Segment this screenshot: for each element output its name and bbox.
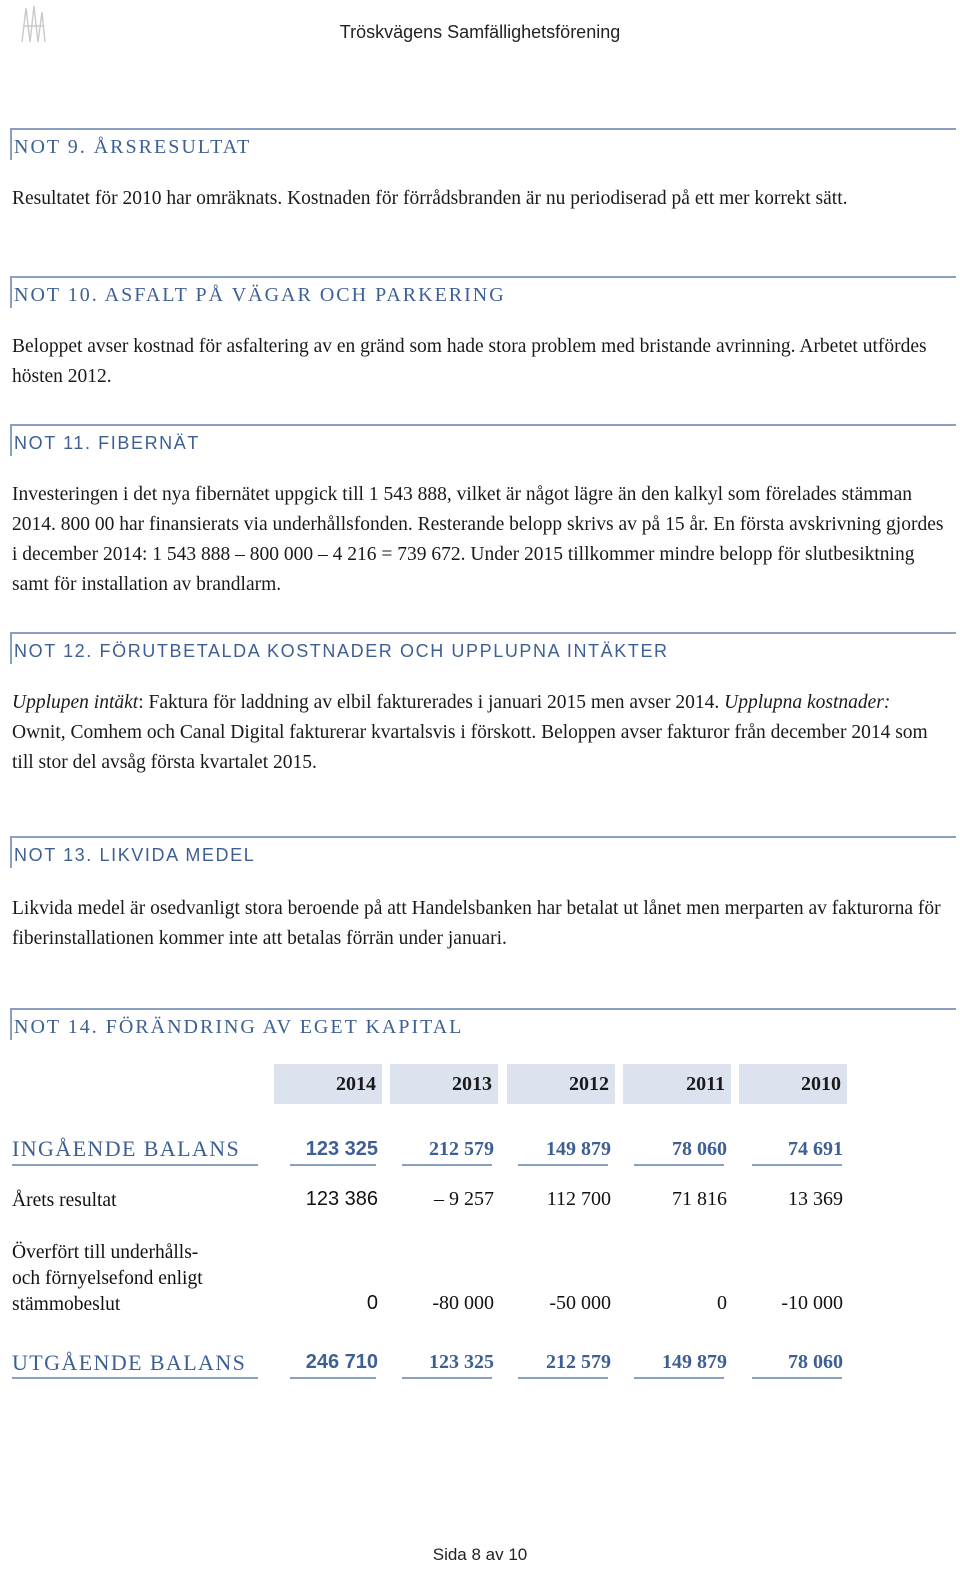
closing-balance-2011: 149 879 <box>662 1351 727 1373</box>
note-13-text: Likvida medel är osedvanligt stora beroende på att Handelsbanken har betalat ut lånet men merparten av fakturorna för fiberinstallationen kommer inte att betalas förrän under januari. <box>12 898 941 949</box>
closing-balance-label-rule <box>12 1377 258 1379</box>
opening-balance-2011-rule <box>634 1164 724 1166</box>
note-11-heading <box>10 424 956 456</box>
note-10-heading <box>10 276 956 308</box>
transfer-2013: -80 000 <box>432 1292 494 1314</box>
transfer-2010: -10 000 <box>781 1292 843 1314</box>
closing-balance-2011-rule <box>634 1377 724 1379</box>
year-header-2011: 2011 <box>623 1064 731 1104</box>
opening-balance-2010: 74 691 <box>788 1138 843 1160</box>
note-12-part-4: Ownit, Comhem och Canal Digital fakturerar kvartalsvis i förskott. Beloppen avser fakturor från december 2014 som till stor del avsåg första kvartalet 2015. <box>12 722 928 773</box>
note-11-text: Investeringen i det nya fibernätet uppgick till 1 543 888, vilket är något lägre än den kalkyl som förelades stämman 2014. 800 00 har finansierats via underhållsfonden. Resterande belopp skrivs av på 15 år. En första avskrivning gjordes i december 2014: 1 543 888 – 800 000 – 4 216 = 739 672. Under 2015 tillkommer mindre belopp för slutbesiktning samt för installation av brandlarm. <box>12 484 944 595</box>
transfer-2014: 0 <box>366 1292 378 1314</box>
year-header-2013: 2013 <box>390 1064 498 1104</box>
closing-balance-2013: 123 325 <box>429 1351 494 1373</box>
closing-balance-2010-rule <box>752 1377 842 1379</box>
opening-balance-2010-rule <box>752 1164 842 1166</box>
closing-balance-2014-rule <box>290 1377 376 1379</box>
note-14-heading <box>10 1008 956 1040</box>
note-10-text: Beloppet avser kostnad för asfaltering av en gränd som hade stora problem med bristande avrinning. Arbetet utfördes hösten 2012. <box>12 336 927 387</box>
opening-balance-2011: 78 060 <box>672 1138 727 1160</box>
closing-balance-2012-rule <box>518 1377 608 1379</box>
note-11-heading-text: NOT 11. FIBERNÄT <box>14 433 200 453</box>
row-label-transfer-line-3: stämmobeslut <box>12 1294 121 1315</box>
annual-result-2014: 123 386 <box>305 1188 378 1210</box>
closing-balance-2010: 78 060 <box>788 1351 843 1373</box>
annual-result-2011: 71 816 <box>672 1188 727 1210</box>
note-9-text: Resultatet för 2010 har omräknats. Kostnaden för förrådsbranden är nu periodiserad på ett mer korrekt sätt. <box>12 188 848 209</box>
opening-balance-2012-rule <box>518 1164 608 1166</box>
annual-result-2010: 13 369 <box>788 1188 843 1210</box>
opening-balance-2013: 212 579 <box>429 1138 494 1160</box>
note-13-heading-text: NOT 13. LIKVIDA MEDEL <box>14 845 256 865</box>
note-12-text <box>12 688 948 778</box>
opening-balance-label-rule <box>12 1164 258 1166</box>
opening-balance-2012: 149 879 <box>546 1138 611 1160</box>
annual-result-2013: – 9 257 <box>434 1188 494 1210</box>
note-12-part-2: : Faktura för laddning av elbil fakturerades i januari 2015 men avser 2014. <box>138 692 725 713</box>
row-label-closing-balance: UTGÅENDE BALANS <box>12 1350 247 1375</box>
closing-balance-2013-rule <box>402 1377 492 1379</box>
note-12-part-1: Upplupen intäkt <box>12 692 139 713</box>
closing-balance-2014: 246 710 <box>305 1351 378 1373</box>
note-14-heading-text: NOT 14. FÖRÄNDRING AV EGET KAPITAL <box>14 1016 464 1038</box>
row-label-transfer-line-2: och förnyelsefond enligt <box>12 1268 203 1289</box>
note-12-heading-text: NOT 12. FÖRUTBETALDA KOSTNADER OCH UPPLUPNA INTÄKTER <box>14 641 669 661</box>
row-label-annual-result: Årets resultat <box>12 1190 117 1211</box>
page-header-title: Tröskvägens Samfällighetsförening <box>339 22 621 42</box>
transfer-2011: 0 <box>717 1292 727 1314</box>
closing-balance-2012: 212 579 <box>546 1351 611 1373</box>
row-label-transfer-line-1: Överfört till underhålls- <box>12 1242 199 1263</box>
transfer-2012: -50 000 <box>549 1292 611 1314</box>
note-9-heading <box>10 128 956 160</box>
note-12-heading <box>10 632 956 664</box>
note-13-heading <box>10 836 956 868</box>
opening-balance-2014: 123 325 <box>305 1138 378 1160</box>
year-header-2010: 2010 <box>739 1064 847 1104</box>
annual-result-2012: 112 700 <box>546 1188 611 1210</box>
note-12-part-3: Upplupna kostnader: <box>724 692 891 713</box>
note-9-heading-text: NOT 9. ÅRSRESULTAT <box>14 136 252 158</box>
opening-balance-2013-rule <box>402 1164 492 1166</box>
year-header-2014: 2014 <box>274 1064 382 1104</box>
page-number: Sida 8 av 10 <box>432 1545 528 1564</box>
note-10-heading-text: NOT 10. ASFALT PÅ VÄGAR OCH PARKERING <box>14 284 506 306</box>
year-header-2012: 2012 <box>507 1064 615 1104</box>
opening-balance-2014-rule <box>290 1164 376 1166</box>
row-label-opening-balance: INGÅENDE BALANS <box>12 1136 241 1161</box>
